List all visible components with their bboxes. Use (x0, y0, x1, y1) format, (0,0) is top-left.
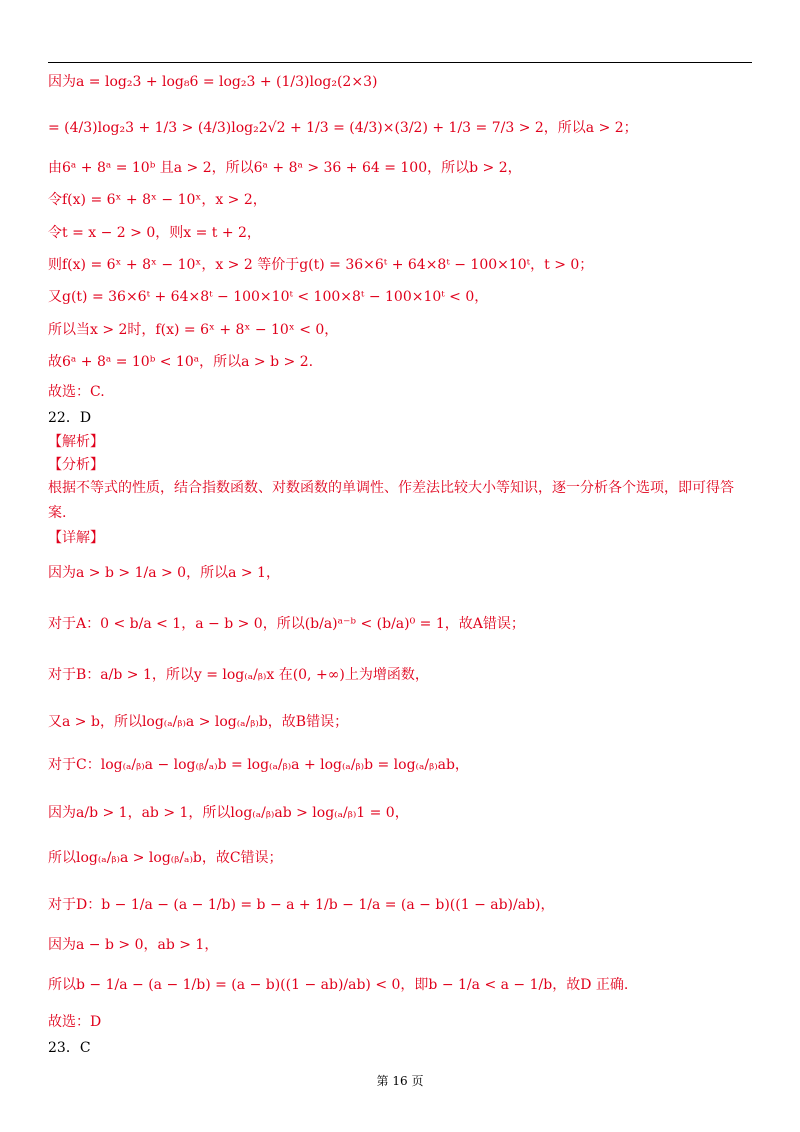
text-line: 又g(t) = 36×6ᵗ + 64×8ᵗ − 100×10ᵗ < 100×8ᵗ − 100×10ᵗ < 0， (48, 289, 489, 305)
text-line: 所以当x > 2时，f(x) = 6ˣ + 8ˣ − 10ˣ < 0， (48, 322, 339, 338)
text-line: 令f(x) = 6ˣ + 8ˣ − 10ˣ，x > 2， (48, 192, 267, 208)
page-footer: 第 16 页 (376, 1074, 424, 1088)
text-line: 对于C：log₍ₐ/ᵦ₎a − log₍ᵦ/ₐ₎b = log₍ₐ/ᵦ₎a + log₍ₐ/ᵦ₎b = log₍ₐ/ᵦ₎ab， (48, 757, 469, 773)
text-line: 【解析】 (48, 434, 104, 450)
text-line: 对于B：a/b > 1，所以y = log₍ₐ/ᵦ₎x 在(0, +∞)上为增函数， (48, 667, 429, 683)
text-line: 23．C (48, 1040, 91, 1056)
text-line: = (4/3)log₂3 + 1/3 > (4/3)log₂2√2 + 1/3 = (4/3)×(3/2) + 1/3 = 7/3 > 2，所以a > 2； (48, 120, 638, 136)
text-line: 又a > b，所以log₍ₐ/ᵦ₎a > log₍ₐ/ᵦ₎b，故B错误； (48, 714, 349, 730)
text-line: 故6ᵃ + 8ᵃ = 10ᵇ < 10ᵃ，所以a > b > 2. (48, 354, 314, 370)
text-line: 对于D：b − 1/a − (a − 1/b) = b − a + 1/b − 1/a = (a − b)((1 − ab)/ab)， (48, 897, 555, 913)
text-line: 则f(x) = 6ˣ + 8ˣ − 10ˣ，x > 2 等价于g(t) = 36×6ᵗ + 64×8ᵗ − 100×10ᵗ，t > 0； (48, 257, 594, 273)
text-line: 【详解】 (48, 530, 104, 546)
text-line: 根据不等式的性质，结合指数函数、对数函数的单调性、作差法比较大小等知识，逐一分析各个选项，即可得答 (48, 480, 734, 496)
text-line: 22．D (48, 410, 92, 426)
text-line: 故选：C. (48, 384, 105, 400)
text-line: 令t = x − 2 > 0，则x = t + 2， (48, 225, 261, 241)
text-line: 因为a/b > 1，ab > 1，所以log₍ₐ/ᵦ₎ab > log₍ₐ/ᵦ₎1 = 0， (48, 805, 409, 821)
text-line: 因为a − b > 0，ab > 1， (48, 937, 219, 953)
header-rule (48, 62, 752, 63)
text-line: 因为a = log₂3 + log₈6 = log₂3 + (1/3)log₂(2×3) (48, 74, 378, 90)
text-line: 所以log₍ₐ/ᵦ₎a > log₍ᵦ/ₐ₎b，故C错误； (48, 850, 283, 866)
text-line: 故选：D (48, 1014, 102, 1030)
text-line: 因为a > b > 1/a > 0，所以a > 1， (48, 565, 280, 581)
text-line: 所以b − 1/a − (a − 1/b) = (a − b)((1 − ab)/ab) < 0，即b − 1/a < a − 1/b，故D 正确. (48, 977, 629, 993)
text-line: 对于A：0 < b/a < 1，a − b > 0，所以(b/a)ᵃ⁻ᵇ < (b/a)⁰ = 1，故A错误； (48, 616, 525, 632)
text-line: 由6ᵃ + 8ᵃ = 10ᵇ 且a > 2，所以6ᵃ + 8ᵃ > 36 + 64 = 100，所以b > 2， (48, 160, 522, 176)
text-line: 案. (48, 505, 67, 521)
text-line: 【分析】 (48, 457, 104, 473)
